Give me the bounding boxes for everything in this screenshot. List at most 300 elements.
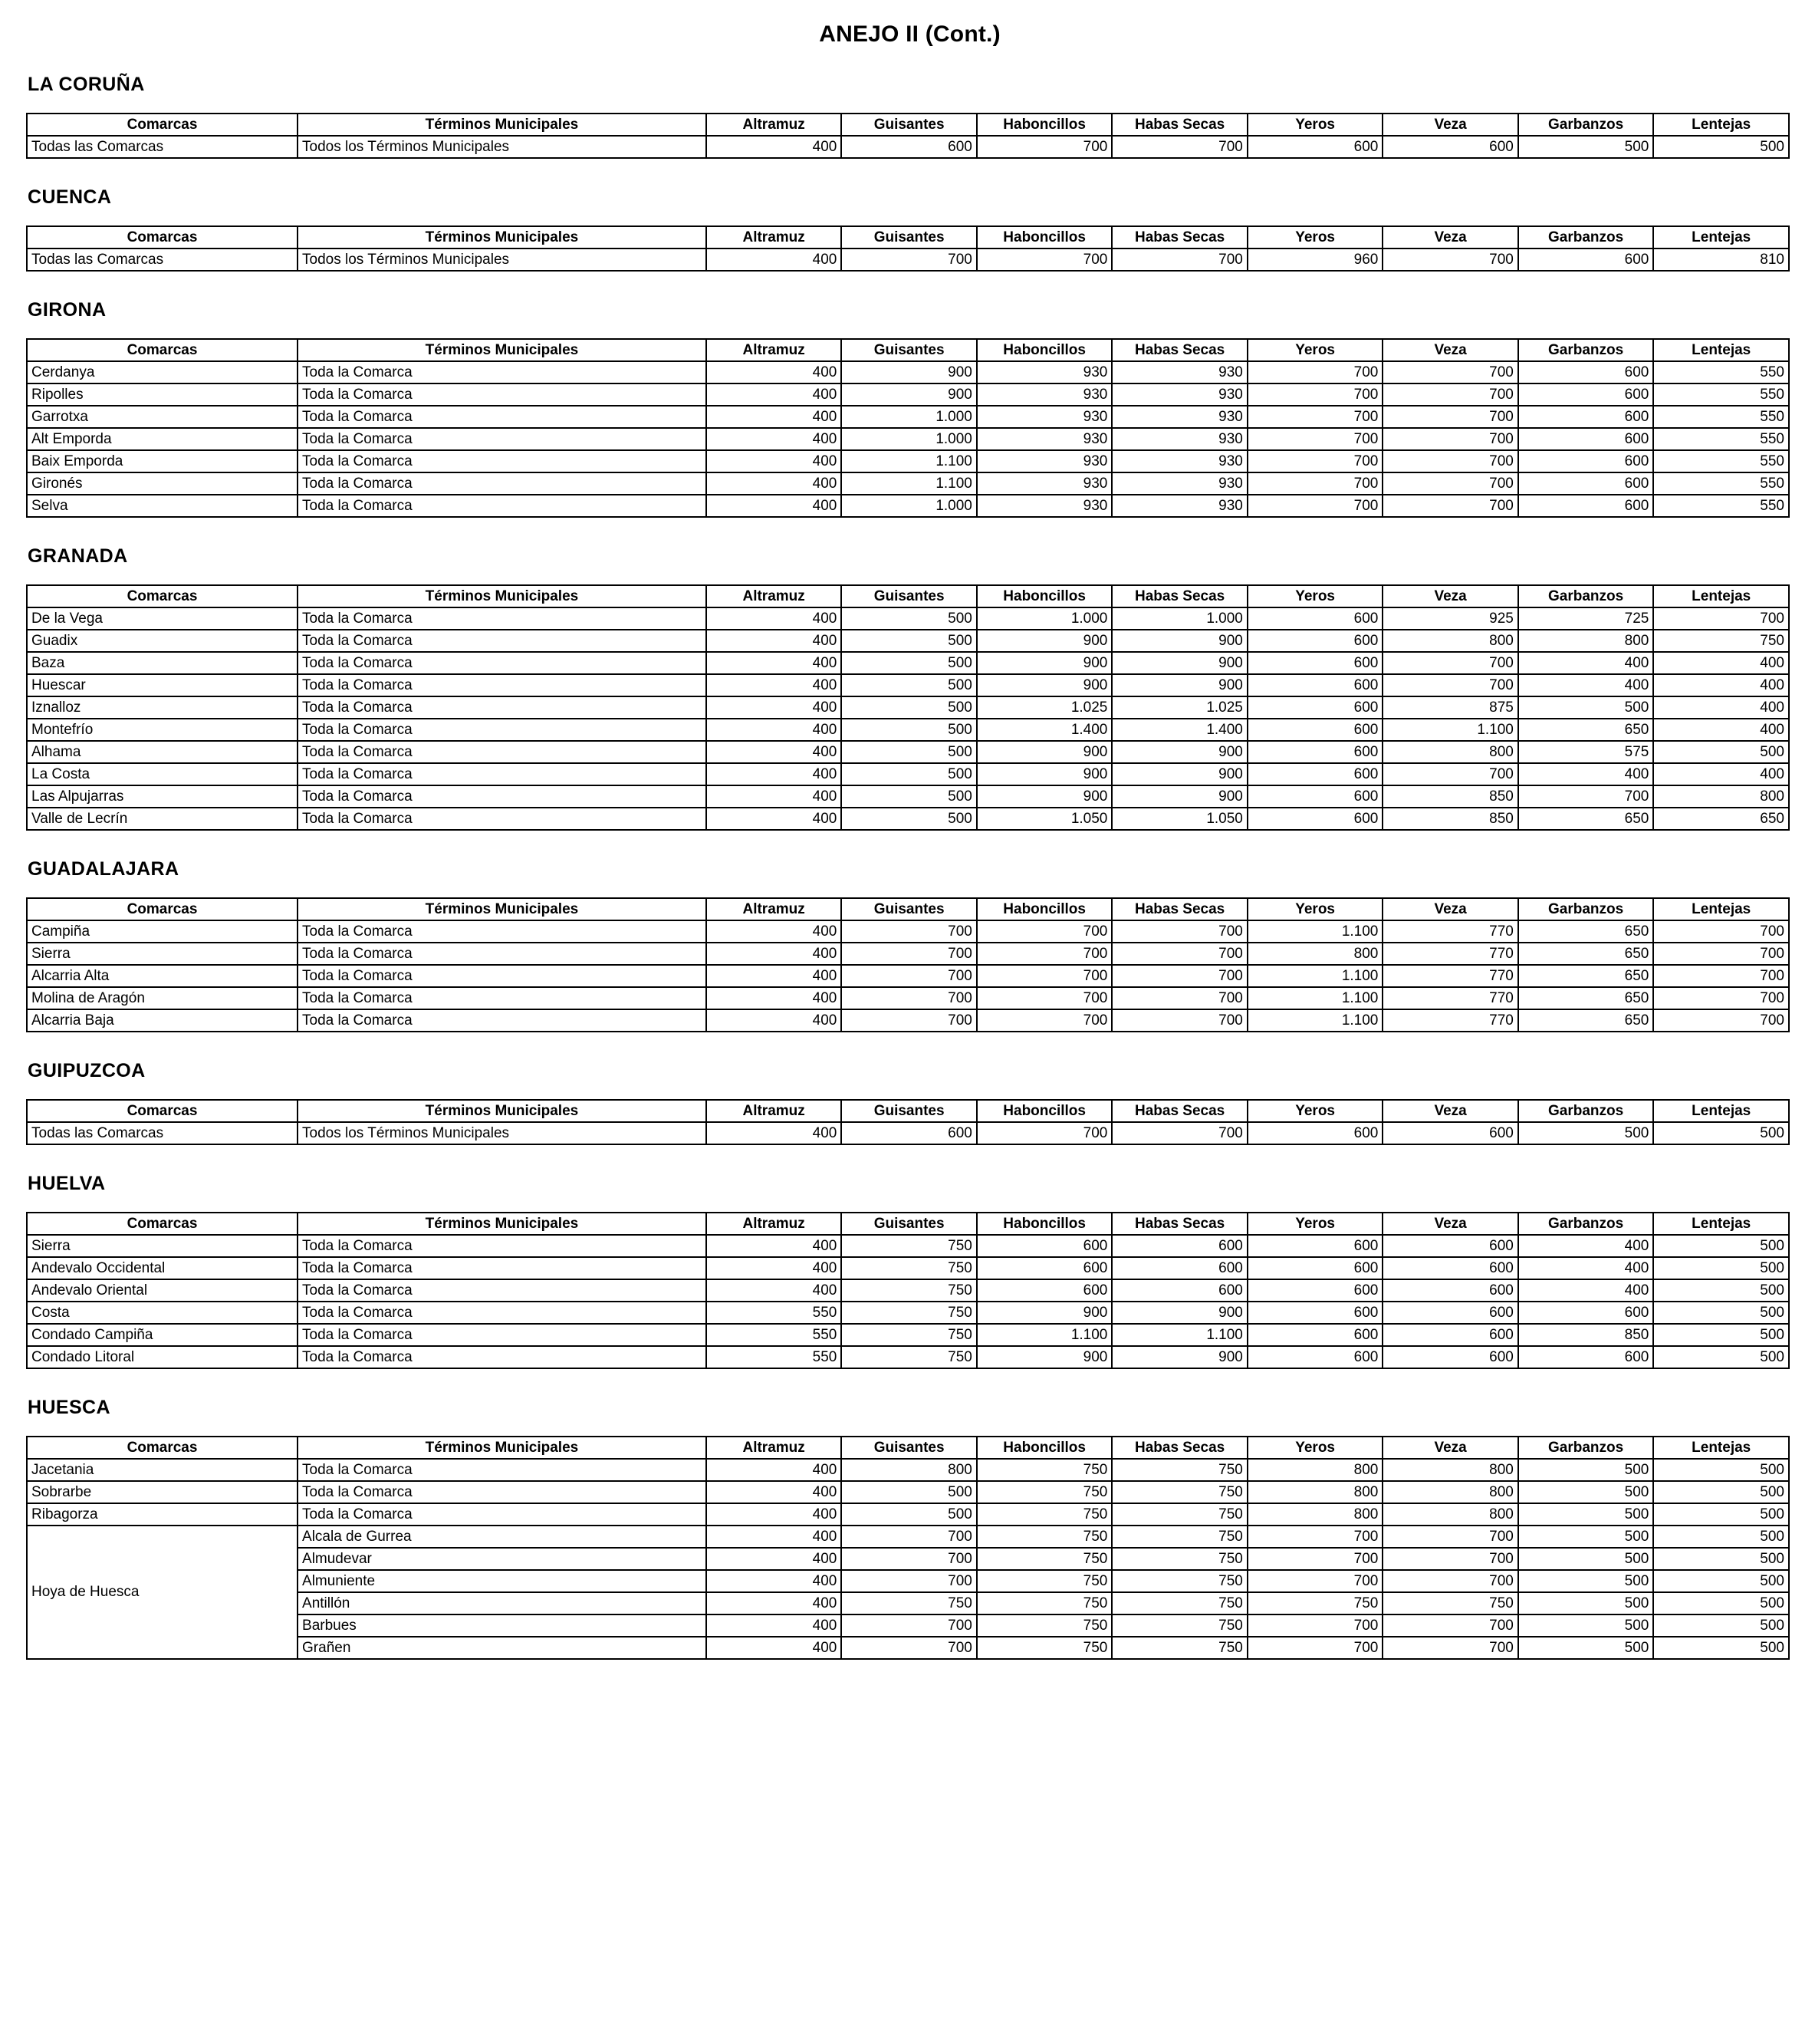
cell-value: 500 (1518, 1526, 1654, 1548)
column-header: Comarcas (27, 114, 298, 136)
cell-value: 700 (1383, 1614, 1518, 1637)
cell-value: 1.100 (1112, 1324, 1248, 1346)
cell-value: 750 (1112, 1548, 1248, 1570)
cell-termino-municipal: Toda la Comarca (298, 607, 706, 630)
column-header: Altramuz (706, 898, 842, 920)
cell-comarca: Cerdanya (27, 361, 298, 383)
table-header-row (27, 1100, 1789, 1122)
cell-value: 700 (977, 1122, 1113, 1144)
cell-value: 900 (977, 630, 1113, 652)
cell-value: 575 (1518, 741, 1654, 763)
cell-value: 930 (1112, 495, 1248, 517)
table-row (27, 495, 1789, 517)
cell-value: 770 (1383, 1009, 1518, 1032)
table-row (27, 741, 1789, 763)
cell-value: 400 (706, 1235, 842, 1257)
provinces-container (26, 74, 1794, 1660)
page-title: ANEJO II (Cont.) (819, 21, 1001, 47)
cell-value: 550 (1653, 472, 1789, 495)
cell-value: 400 (706, 1257, 842, 1279)
cell-value: 400 (706, 450, 842, 472)
table-row (27, 249, 1789, 271)
cell-value: 700 (1248, 450, 1383, 472)
column-header: Garbanzos (1518, 1213, 1654, 1235)
cell-value: 900 (841, 361, 977, 383)
cell-value: 700 (841, 1637, 977, 1659)
cell-value: 930 (1112, 472, 1248, 495)
cell-value: 400 (706, 965, 842, 987)
cell-value: 700 (841, 1548, 977, 1570)
column-header: Altramuz (706, 1437, 842, 1459)
column-header: Haboncillos (977, 898, 1113, 920)
column-header: Garbanzos (1518, 898, 1654, 920)
cell-value: 550 (706, 1346, 842, 1368)
cell-termino-municipal: Toda la Comarca (298, 1324, 706, 1346)
cell-comarca: Las Alpujarras (27, 785, 298, 808)
column-header: Yeros (1248, 114, 1383, 136)
column-header: Veza (1383, 1437, 1518, 1459)
cell-termino-municipal: Toda la Comarca (298, 1235, 706, 1257)
cell-value: 400 (706, 249, 842, 271)
cell-value: 500 (841, 763, 977, 785)
cell-termino-municipal: Toda la Comarca (298, 1009, 706, 1032)
province-heading: LA CORUÑA (28, 74, 145, 95)
cell-value: 750 (841, 1302, 977, 1324)
cell-value: 750 (1112, 1570, 1248, 1592)
crop-price-table (26, 338, 1790, 518)
cell-value: 500 (1653, 1302, 1789, 1324)
column-header: Lentejas (1653, 585, 1789, 607)
cell-value: 700 (977, 920, 1113, 943)
column-header: Términos Municipales (298, 1213, 706, 1235)
province-heading: GUADALAJARA (28, 858, 179, 880)
cell-value: 600 (1383, 1235, 1518, 1257)
cell-value: 750 (841, 1592, 977, 1614)
cell-value: 700 (1248, 495, 1383, 517)
column-header: Habas Secas (1112, 339, 1248, 361)
cell-value: 400 (706, 652, 842, 674)
cell-value: 500 (1653, 1235, 1789, 1257)
cell-value: 1.000 (841, 406, 977, 428)
cell-termino-municipal: Toda la Comarca (298, 428, 706, 450)
cell-value: 930 (977, 472, 1113, 495)
cell-value: 400 (706, 136, 842, 158)
cell-value: 550 (1653, 406, 1789, 428)
column-header: Guisantes (841, 1437, 977, 1459)
cell-value: 650 (1518, 808, 1654, 830)
cell-value: 600 (1248, 674, 1383, 696)
cell-comarca: Ribagorza (27, 1503, 298, 1526)
column-header: Veza (1383, 1100, 1518, 1122)
column-header: Guisantes (841, 226, 977, 249)
cell-value: 500 (1518, 1637, 1654, 1659)
cell-termino-municipal: Toda la Comarca (298, 1302, 706, 1324)
cell-value: 700 (841, 1614, 977, 1637)
cell-value: 925 (1383, 607, 1518, 630)
column-header: Lentejas (1653, 339, 1789, 361)
cell-value: 400 (706, 1279, 842, 1302)
cell-value: 850 (1383, 785, 1518, 808)
column-header: Haboncillos (977, 114, 1113, 136)
cell-value: 400 (706, 607, 842, 630)
column-header: Garbanzos (1518, 1100, 1654, 1122)
cell-value: 600 (1248, 136, 1383, 158)
cell-value: 500 (841, 719, 977, 741)
cell-comarca: Todas las Comarcas (27, 1122, 298, 1144)
cell-value: 700 (1112, 136, 1248, 158)
cell-value: 400 (706, 1548, 842, 1570)
cell-value: 400 (706, 943, 842, 965)
cell-value: 600 (1248, 785, 1383, 808)
cell-termino-municipal: Toda la Comarca (298, 696, 706, 719)
cell-value: 700 (1248, 1526, 1383, 1548)
column-header: Lentejas (1653, 898, 1789, 920)
cell-value: 900 (977, 741, 1113, 763)
province-heading: HUESCA (28, 1397, 110, 1418)
cell-value: 700 (1383, 674, 1518, 696)
cell-value: 500 (1653, 1592, 1789, 1614)
cell-value: 930 (977, 406, 1113, 428)
cell-comarca: Alt Emporda (27, 428, 298, 450)
column-header: Lentejas (1653, 1100, 1789, 1122)
cell-value: 650 (1518, 920, 1654, 943)
cell-comarca: Jacetania (27, 1459, 298, 1481)
table-header-row (27, 114, 1789, 136)
column-header: Lentejas (1653, 226, 1789, 249)
table-row (27, 361, 1789, 383)
cell-value: 500 (1653, 741, 1789, 763)
cell-value: 400 (706, 1592, 842, 1614)
cell-value: 600 (1383, 1122, 1518, 1144)
cell-value: 600 (1248, 1122, 1383, 1144)
cell-value: 600 (1518, 383, 1654, 406)
cell-value: 930 (1112, 450, 1248, 472)
column-header: Términos Municipales (298, 1100, 706, 1122)
table-row (27, 965, 1789, 987)
table-row (27, 1235, 1789, 1257)
cell-value: 600 (1518, 406, 1654, 428)
cell-value: 500 (1518, 1570, 1654, 1592)
cell-comarca: Valle de Lecrín (27, 808, 298, 830)
cell-value: 700 (1248, 472, 1383, 495)
cell-value: 500 (1653, 1481, 1789, 1503)
column-header: Haboncillos (977, 226, 1113, 249)
cell-value: 400 (706, 1459, 842, 1481)
cell-value: 700 (1383, 406, 1518, 428)
table-row (27, 1302, 1789, 1324)
cell-value: 930 (1112, 406, 1248, 428)
cell-value: 500 (1653, 1459, 1789, 1481)
column-header: Lentejas (1653, 1437, 1789, 1459)
table-row (27, 785, 1789, 808)
table-row (27, 987, 1789, 1009)
cell-comarca: Andevalo Occidental (27, 1257, 298, 1279)
column-header: Habas Secas (1112, 898, 1248, 920)
cell-value: 400 (1653, 763, 1789, 785)
cell-value: 600 (1112, 1279, 1248, 1302)
cell-value: 500 (841, 630, 977, 652)
cell-comarca: La Costa (27, 763, 298, 785)
cell-comarca: Condado Campiña (27, 1324, 298, 1346)
cell-value: 400 (1653, 674, 1789, 696)
cell-value: 900 (977, 1346, 1113, 1368)
table-row (27, 472, 1789, 495)
cell-value: 700 (1383, 1570, 1518, 1592)
cell-value: 700 (1248, 1614, 1383, 1637)
cell-value: 750 (1112, 1637, 1248, 1659)
cell-comarca: Alcarria Baja (27, 1009, 298, 1032)
table-header-row (27, 1437, 1789, 1459)
cell-value: 500 (841, 808, 977, 830)
cell-value: 700 (1383, 1526, 1518, 1548)
cell-value: 400 (706, 1570, 842, 1592)
table-row (27, 920, 1789, 943)
cell-value: 400 (706, 406, 842, 428)
cell-termino-municipal: Toda la Comarca (298, 808, 706, 830)
cell-value: 400 (706, 674, 842, 696)
table-row (27, 607, 1789, 630)
cell-value: 700 (1112, 987, 1248, 1009)
crop-price-table (26, 1212, 1790, 1369)
cell-value: 500 (841, 741, 977, 763)
column-header: Comarcas (27, 585, 298, 607)
column-header: Yeros (1248, 339, 1383, 361)
column-header: Guisantes (841, 114, 977, 136)
cell-value: 500 (841, 1503, 977, 1526)
cell-value: 900 (1112, 741, 1248, 763)
column-header: Haboncillos (977, 1437, 1113, 1459)
cell-value: 960 (1248, 249, 1383, 271)
cell-value: 500 (1653, 1279, 1789, 1302)
cell-value: 600 (1248, 1235, 1383, 1257)
cell-value: 700 (1653, 920, 1789, 943)
cell-value: 800 (1383, 1481, 1518, 1503)
cell-termino-municipal: Toda la Comarca (298, 763, 706, 785)
cell-value: 600 (1383, 136, 1518, 158)
cell-value: 550 (1653, 450, 1789, 472)
cell-value: 1.025 (1112, 696, 1248, 719)
cell-value: 750 (1112, 1503, 1248, 1526)
cell-value: 500 (841, 607, 977, 630)
cell-value: 700 (1112, 920, 1248, 943)
cell-value: 600 (1248, 607, 1383, 630)
cell-value: 800 (1518, 630, 1654, 652)
crop-price-table (26, 1099, 1790, 1145)
cell-value: 700 (1112, 1122, 1248, 1144)
table-header-row (27, 585, 1789, 607)
cell-termino-municipal: Toda la Comarca (298, 361, 706, 383)
cell-comarca: Molina de Aragón (27, 987, 298, 1009)
cell-value: 400 (1518, 674, 1654, 696)
cell-value: 400 (706, 472, 842, 495)
crop-price-table (26, 113, 1790, 159)
cell-value: 750 (1112, 1526, 1248, 1548)
column-header: Comarcas (27, 898, 298, 920)
column-header: Garbanzos (1518, 1437, 1654, 1459)
cell-value: 700 (977, 136, 1113, 158)
cell-value: 750 (841, 1324, 977, 1346)
province-section (26, 545, 1794, 831)
cell-value: 930 (977, 450, 1113, 472)
column-header: Habas Secas (1112, 1213, 1248, 1235)
table-row (27, 406, 1789, 428)
cell-value: 400 (706, 785, 842, 808)
cell-value: 500 (841, 652, 977, 674)
column-header: Habas Secas (1112, 1100, 1248, 1122)
cell-value: 700 (1653, 965, 1789, 987)
cell-termino-municipal: Toda la Comarca (298, 630, 706, 652)
cell-value: 750 (841, 1257, 977, 1279)
cell-value: 700 (1248, 1548, 1383, 1570)
cell-termino-municipal: Grañen (298, 1637, 706, 1659)
cell-value: 850 (1518, 1324, 1654, 1346)
cell-value: 700 (1383, 763, 1518, 785)
column-header: Yeros (1248, 1100, 1383, 1122)
table-row (27, 630, 1789, 652)
column-header: Veza (1383, 114, 1518, 136)
cell-value: 930 (977, 383, 1113, 406)
cell-value: 700 (1383, 652, 1518, 674)
cell-value: 650 (1518, 719, 1654, 741)
cell-value: 600 (1248, 696, 1383, 719)
cell-value: 600 (977, 1235, 1113, 1257)
cell-value: 400 (1653, 652, 1789, 674)
cell-comarca: Andevalo Oriental (27, 1279, 298, 1302)
cell-comarca: Iznalloz (27, 696, 298, 719)
table-row (27, 652, 1789, 674)
cell-termino-municipal: Toda la Comarca (298, 965, 706, 987)
cell-comarca: Condado Litoral (27, 1346, 298, 1368)
cell-value: 1.050 (1112, 808, 1248, 830)
cell-value: 700 (1653, 987, 1789, 1009)
column-header: Guisantes (841, 898, 977, 920)
cell-value: 650 (1518, 1009, 1654, 1032)
cell-comarca: Campiña (27, 920, 298, 943)
cell-value: 1.100 (841, 450, 977, 472)
cell-value: 400 (706, 741, 842, 763)
column-header: Lentejas (1653, 114, 1789, 136)
cell-termino-municipal: Barbues (298, 1614, 706, 1637)
cell-value: 600 (1518, 1302, 1654, 1324)
cell-value: 400 (706, 763, 842, 785)
cell-value: 600 (1383, 1324, 1518, 1346)
cell-value: 900 (977, 1302, 1113, 1324)
cell-value: 930 (977, 428, 1113, 450)
cell-value: 500 (1518, 1481, 1654, 1503)
cell-value: 900 (1112, 674, 1248, 696)
cell-value: 700 (1653, 1009, 1789, 1032)
column-header: Haboncillos (977, 1213, 1113, 1235)
cell-termino-municipal: Toda la Comarca (298, 1503, 706, 1526)
column-header: Comarcas (27, 339, 298, 361)
cell-comarca: Guadix (27, 630, 298, 652)
cell-value: 600 (1112, 1257, 1248, 1279)
cell-value: 600 (1248, 808, 1383, 830)
cell-value: 500 (1653, 1637, 1789, 1659)
cell-value: 1.000 (841, 495, 977, 517)
cell-value: 1.100 (977, 1324, 1113, 1346)
cell-value: 1.100 (1248, 920, 1383, 943)
table-row (27, 1279, 1789, 1302)
cell-value: 400 (706, 719, 842, 741)
cell-value: 900 (841, 383, 977, 406)
cell-termino-municipal: Toda la Comarca (298, 495, 706, 517)
cell-termino-municipal: Todos los Términos Municipales (298, 249, 706, 271)
column-header: Yeros (1248, 585, 1383, 607)
cell-value: 550 (706, 1302, 842, 1324)
table-row (27, 943, 1789, 965)
cell-value: 875 (1383, 696, 1518, 719)
column-header: Yeros (1248, 1437, 1383, 1459)
cell-value: 500 (1653, 136, 1789, 158)
cell-value: 700 (841, 943, 977, 965)
cell-value: 400 (706, 495, 842, 517)
cell-value: 750 (1383, 1592, 1518, 1614)
cell-value: 500 (1653, 1122, 1789, 1144)
cell-value: 700 (1112, 965, 1248, 987)
cell-value: 500 (1653, 1570, 1789, 1592)
crop-price-table (26, 1436, 1790, 1660)
cell-value: 900 (1112, 763, 1248, 785)
cell-value: 500 (841, 696, 977, 719)
cell-value: 500 (1653, 1346, 1789, 1368)
cell-comarca: Todas las Comarcas (27, 249, 298, 271)
cell-value: 400 (706, 987, 842, 1009)
column-header: Altramuz (706, 339, 842, 361)
cell-value: 700 (1383, 383, 1518, 406)
cell-value: 600 (977, 1279, 1113, 1302)
table-row (27, 1526, 1789, 1548)
cell-comarca: Sierra (27, 943, 298, 965)
cell-value: 400 (1518, 1235, 1654, 1257)
column-header: Términos Municipales (298, 339, 706, 361)
cell-value: 400 (1518, 1279, 1654, 1302)
cell-value: 750 (841, 1279, 977, 1302)
cell-termino-municipal: Toda la Comarca (298, 785, 706, 808)
cell-value: 700 (841, 987, 977, 1009)
column-header: Haboncillos (977, 585, 1113, 607)
province-section (26, 74, 1794, 159)
column-header: Habas Secas (1112, 585, 1248, 607)
province-section (26, 858, 1794, 1032)
column-header: Lentejas (1653, 1213, 1789, 1235)
cell-value: 500 (1653, 1526, 1789, 1548)
cell-value: 900 (1112, 652, 1248, 674)
cell-value: 700 (1248, 361, 1383, 383)
cell-value: 500 (1653, 1324, 1789, 1346)
cell-comarca: Costa (27, 1302, 298, 1324)
cell-value: 600 (1248, 763, 1383, 785)
cell-value: 770 (1383, 943, 1518, 965)
cell-termino-municipal: Toda la Comarca (298, 1481, 706, 1503)
column-header: Habas Secas (1112, 1437, 1248, 1459)
cell-value: 400 (706, 1503, 842, 1526)
cell-value: 650 (1653, 808, 1789, 830)
column-header: Haboncillos (977, 339, 1113, 361)
table-row (27, 1324, 1789, 1346)
cell-termino-municipal: Almuniente (298, 1570, 706, 1592)
table-row (27, 1122, 1789, 1144)
cell-value: 500 (1653, 1614, 1789, 1637)
column-header: Garbanzos (1518, 114, 1654, 136)
cell-value: 600 (1248, 719, 1383, 741)
cell-value: 650 (1518, 965, 1654, 987)
cell-value: 1.400 (1112, 719, 1248, 741)
cell-value: 500 (841, 674, 977, 696)
cell-value: 770 (1383, 987, 1518, 1009)
cell-comarca: Baix Emporda (27, 450, 298, 472)
column-header: Guisantes (841, 585, 977, 607)
